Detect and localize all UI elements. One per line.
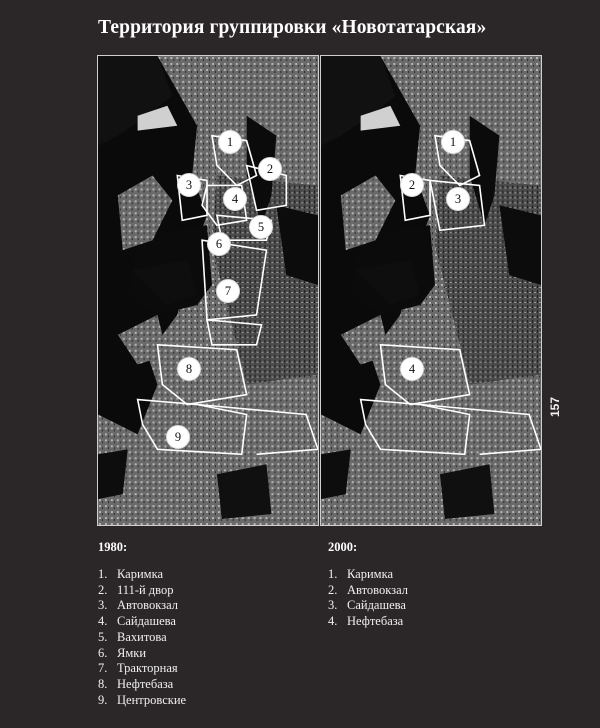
map-marker: 7 [216,279,240,303]
list-item: 3. Автовокзал [98,598,178,613]
list-item: 7. Тракторная [98,661,178,676]
legend-list-1980 [98,567,186,708]
list-item: 1. Каримка [328,567,394,581]
list-item: 4. Сайдашева [98,614,176,629]
legend-heading-2000: 2000: [328,540,358,554]
list-item: 9. Центровские [98,692,187,707]
map-marker: 2 [258,157,282,181]
map-marker: 5 [249,215,273,239]
legend-list-2000 [328,567,408,630]
map-marker: 6 [207,232,231,256]
list-item: 1. Каримка [98,567,164,581]
aerial-map-2000 [320,55,542,526]
aerial-map-1980 [97,55,319,526]
list-item: 6. Ямки [98,645,147,660]
page-number: 157 [548,396,562,418]
list-item: 4. Нефтебаза [328,614,404,629]
map-marker: 1 [218,130,242,154]
list-item: 2. 111-й двор [98,582,174,597]
map-marker: 4 [400,357,424,381]
aerial-photo [321,56,541,525]
list-item: 5. Вахитова [98,629,167,644]
map-marker: 4 [223,187,247,211]
list-item: 3. Сайдашева [328,598,406,613]
map-marker: 1 [441,130,465,154]
list-item: 2. Автовокзал [328,582,408,597]
map-marker: 9 [166,425,190,449]
page-title: Территория группировки «Новотатарская» [98,17,487,38]
map-marker: 3 [177,173,201,197]
map-marker: 8 [177,357,201,381]
legend-heading-1980: 1980: [98,540,128,554]
list-item: 8. Нефтебаза [98,676,174,691]
map-marker: 2 [400,173,424,197]
map-marker: 3 [446,187,470,211]
aerial-photo [98,56,318,525]
